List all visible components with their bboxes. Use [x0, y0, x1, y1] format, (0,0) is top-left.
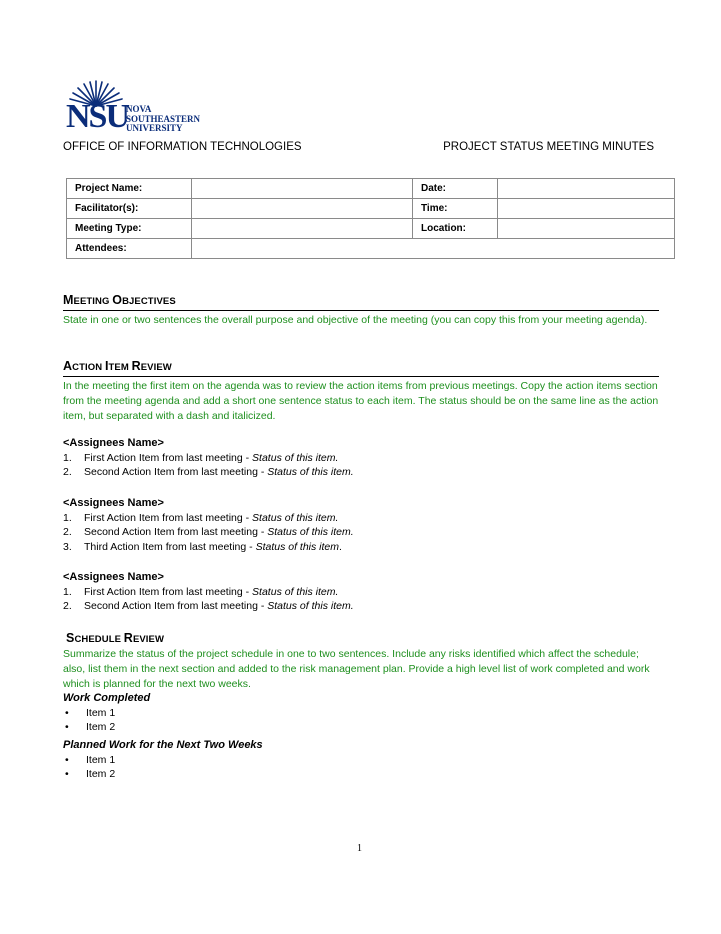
office-header: OFFICE OF INFORMATION TECHNOLOGIES [63, 141, 302, 153]
section-title: MEETING OBJECTIVES [63, 293, 659, 311]
assignee-heading: <Assignees Name> [63, 437, 164, 449]
action-item-review-section [63, 359, 659, 424]
objectives-instructions: State in one or two sentences the overall purpose and objective of the meeting (you can copy this from your meeting agenda). [63, 314, 648, 326]
date-field[interactable] [498, 179, 675, 199]
meeting-objectives-section [63, 293, 659, 328]
table-row [67, 199, 675, 219]
table-row [67, 219, 675, 239]
work-completed-heading: Work Completed [63, 692, 151, 704]
schedule-instructions: Summarize the status of the project schedule in one to two sentences. Include any risks identified which affect the schedule; also, list them in the next section and added to the risk management plan. Provide a high level list of work completed and work which is planned for the next two weeks. [63, 648, 650, 690]
project-name-field[interactable] [192, 179, 413, 199]
document-title: PROJECT STATUS MEETING MINUTES [443, 141, 654, 153]
list-item: 1. First Action Item from last meeting - Status of this item. [63, 511, 339, 524]
action-review-instructions: In the meeting the first item on the agenda was to review the action items from previous meetings. Copy the action items section from the meeting agenda and add a short one sentence status to each item. The status should be on the same line as the action item, but separated with a dash and italicized. [63, 380, 659, 422]
list-item: • Item 1 [65, 753, 116, 766]
assignee-group [63, 436, 663, 480]
date-label: Date: [413, 179, 498, 199]
logo-acronym: NSU [66, 98, 129, 135]
meeting-type-label: Meeting Type: [67, 219, 192, 239]
assignee-heading: <Assignees Name> [63, 571, 164, 583]
list-item: • Item 2 [65, 721, 116, 733]
assignee-group [63, 496, 663, 554]
planned-work-list [63, 738, 663, 782]
section-title: ACTION ITEM REVIEW [63, 359, 659, 377]
list-item: 1. First Action Item from last meeting - Status of this item. [63, 451, 339, 464]
work-completed-list [63, 691, 663, 735]
page-number: 1 [357, 843, 362, 854]
location-label: Location: [413, 219, 498, 239]
table-row [67, 179, 675, 199]
attendees-label: Attendees: [67, 239, 192, 259]
facilitator-label: Facilitator(s): [67, 199, 192, 219]
meeting-type-field[interactable] [192, 219, 413, 239]
list-item: 2. Second Action Item from last meeting - Status of this item. [63, 526, 354, 538]
table-row [67, 239, 675, 259]
list-item: 2. Second Action Item from last meeting - Status of this item. [63, 466, 354, 478]
time-field[interactable] [498, 199, 675, 219]
assignee-group [63, 570, 663, 614]
schedule-review-section [66, 631, 662, 648]
planned-work-heading: Planned Work for the Next Two Weeks [63, 739, 263, 751]
assignee-heading: <Assignees Name> [63, 497, 164, 509]
list-item: • Item 2 [65, 768, 116, 780]
list-item: 3. Third Action Item from last meeting - Status of this item. [63, 540, 342, 553]
list-item: • Item 1 [65, 706, 116, 719]
list-item: 2. Second Action Item from last meeting - Status of this item. [63, 600, 354, 612]
project-name-label: Project Name: [67, 179, 192, 199]
location-field[interactable] [498, 219, 675, 239]
time-label: Time: [413, 199, 498, 219]
meeting-info-table [66, 178, 675, 259]
section-title: SCHEDULE REVIEW [66, 631, 165, 645]
list-item: 1. First Action Item from last meeting - Status of this item. [63, 585, 339, 598]
nsu-logo [66, 78, 226, 136]
facilitator-field[interactable] [192, 199, 413, 219]
attendees-field[interactable] [192, 239, 675, 259]
logo-university-name: NOVA SOUTHEASTERN UNIVERSITY [126, 104, 201, 133]
